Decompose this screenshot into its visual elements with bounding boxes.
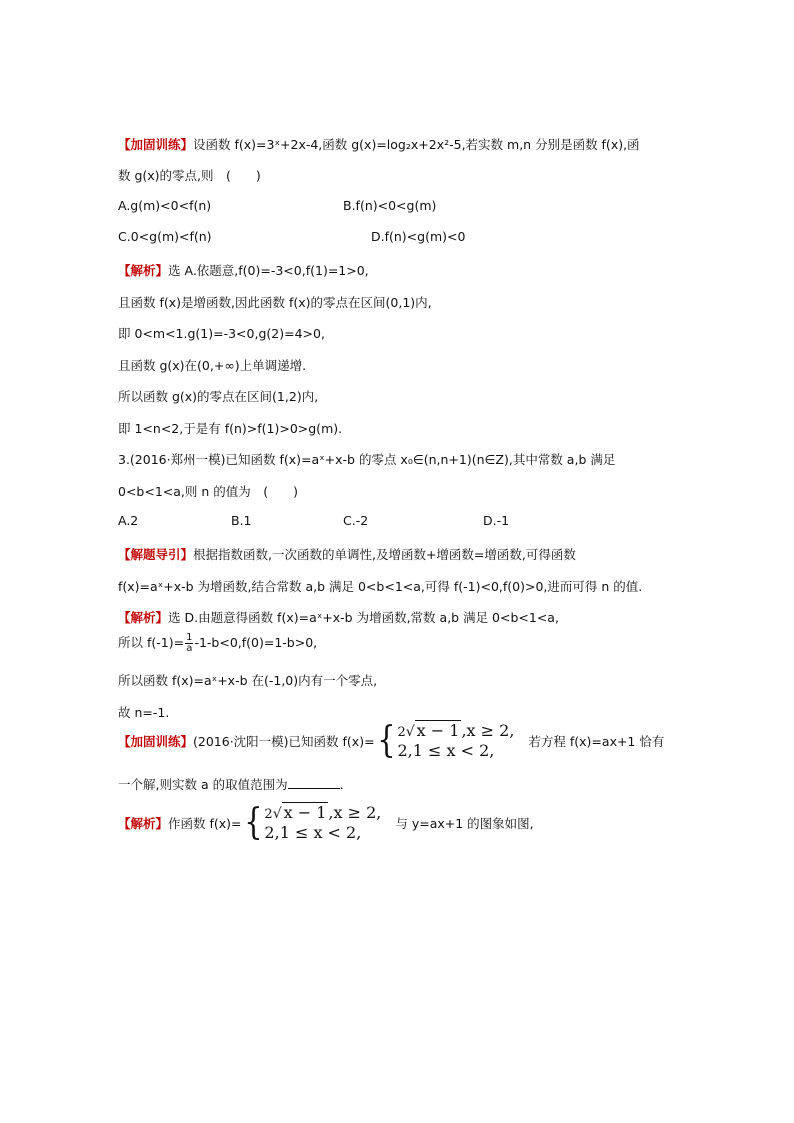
solution-1-line-5: 所以函数 g(x)的零点在区间(1,2)内, [118, 389, 319, 404]
reinforce-2-line-1 [118, 722, 664, 760]
q3-option-b: B.1 [231, 513, 252, 528]
cases [264, 804, 381, 842]
q3-option-a: A.2 [118, 513, 139, 528]
solution-4-line-1 [118, 804, 534, 842]
question-text: 若方程 f(x)=ax+1 恰有 [528, 734, 665, 749]
radicand: x − 1 [416, 721, 460, 740]
guide-line-2: f(x)=aˣ+x-b 为增函数,结合常数 a,b 满足 0<b<1<a,可得 f(-1)<0,f(0)>0,进而可得 n 的值. [118, 579, 643, 594]
question-text: (2016·沈阳一模)已知函数 f(x)= [193, 734, 375, 749]
question-2-line-2: 数 g(x)的零点,则 ( ) [118, 168, 261, 183]
solution-text: 选 D.由题意得函数 f(x)=aˣ+x-b 为增函数,常数 a,b 满足 0<b<1<a, [168, 610, 559, 625]
reinforce-2-line-2 [118, 775, 344, 793]
sqrt-sign: √ [272, 806, 282, 822]
option-c: C.0<g(m)<f(n) [118, 229, 212, 244]
solution-3-line-2 [118, 633, 317, 654]
solution-text: -1-b<0,f(0)=1-b>0, [194, 635, 318, 650]
period: . [339, 777, 344, 792]
solution-1-line-2: 且函数 f(x)是增函数,因此函数 f(x)的零点在区间(0,1)内, [118, 295, 432, 310]
answer-blank[interactable] [288, 788, 340, 789]
radicand: x − 1 [283, 803, 327, 822]
option-a: A.g(m)<0<f(n) [118, 198, 212, 213]
q3-option-c: C.-2 [343, 513, 369, 528]
guide-tag: 【解题导引】 [118, 547, 194, 562]
case-coefficient: 2 [264, 807, 273, 822]
analysis-tag: 【解析】 [118, 816, 169, 831]
case-2: 2,1 ≤ x < 2, [264, 823, 362, 842]
option-b: B.f(n)<0<g(m) [343, 198, 437, 213]
piecewise-function [242, 804, 382, 842]
piecewise-function [375, 722, 515, 760]
solution-3-line-4: 故 n=-1. [118, 705, 170, 720]
cases [397, 722, 514, 760]
left-brace: { [243, 802, 263, 843]
reinforce-tag: 【加固训练】 [118, 137, 194, 152]
option-d: D.f(n)<g(m)<0 [371, 229, 466, 244]
fraction-numerator: 1 [186, 632, 193, 643]
question-3-line-2: 0<b<1<a,则 n 的值为 ( ) [118, 484, 299, 499]
case-2: 2,1 ≤ x < 2, [397, 741, 495, 760]
fraction [185, 633, 193, 654]
guide-text: 根据指数函数,一次函数的单调性,及增函数+增函数=增函数,可得函数 [193, 547, 576, 562]
solution-1-line-4: 且函数 g(x)在(0,+∞)上单调递增. [118, 358, 307, 373]
analysis-tag: 【解析】 [118, 610, 169, 625]
solution-1-line-3: 即 0<m<1.g(1)=-3<0,g(2)=4>0, [118, 326, 325, 341]
question-text: 一个解,则实数 a 的取值范围为 [118, 777, 288, 792]
question-text: 设函数 f(x)=3ˣ+2x-4,函数 g(x)=log₂x+2x²-5,若实数 m,n 分别是函数 f(x),函 [193, 137, 640, 152]
sqrt-sign: √ [405, 724, 415, 740]
case-1 [397, 722, 514, 742]
question-3-line-1: 3.(2016·郑州一模)已知函数 f(x)=aˣ+x-b 的零点 x₀∈(n,n+1)(n∈Z),其中常数 a,b 满足 [118, 452, 616, 467]
case-coefficient: 2 [397, 725, 406, 740]
fraction-denominator: a [186, 643, 193, 654]
left-brace: { [376, 720, 396, 761]
solution-text: 与 y=ax+1 的图象如图, [395, 816, 534, 831]
case-condition: ,x ≥ 2, [461, 721, 515, 740]
solution-3-line-1 [118, 608, 559, 626]
solution-1-line-1 [118, 261, 369, 279]
solution-text: 选 A.依题意,f(0)=-3<0,f(1)=1>0, [168, 263, 369, 278]
solution-text: 所以 f(-1)= [118, 635, 185, 650]
solution-3-line-3: 所以函数 f(x)=aˣ+x-b 在(-1,0)内有一个零点, [118, 673, 378, 688]
case-condition: ,x ≥ 2, [328, 803, 382, 822]
solution-text: 作函数 f(x)= [168, 816, 242, 831]
reinforce-tag: 【加固训练】 [118, 734, 194, 749]
guide-line-1 [118, 545, 576, 563]
solution-1-line-6: 即 1<n<2,于是有 f(n)>f(1)>0>g(m). [118, 421, 343, 436]
analysis-tag: 【解析】 [118, 263, 169, 278]
case-1 [264, 804, 381, 824]
question-2-line-1 [118, 135, 640, 153]
q3-option-d: D.-1 [483, 513, 510, 528]
